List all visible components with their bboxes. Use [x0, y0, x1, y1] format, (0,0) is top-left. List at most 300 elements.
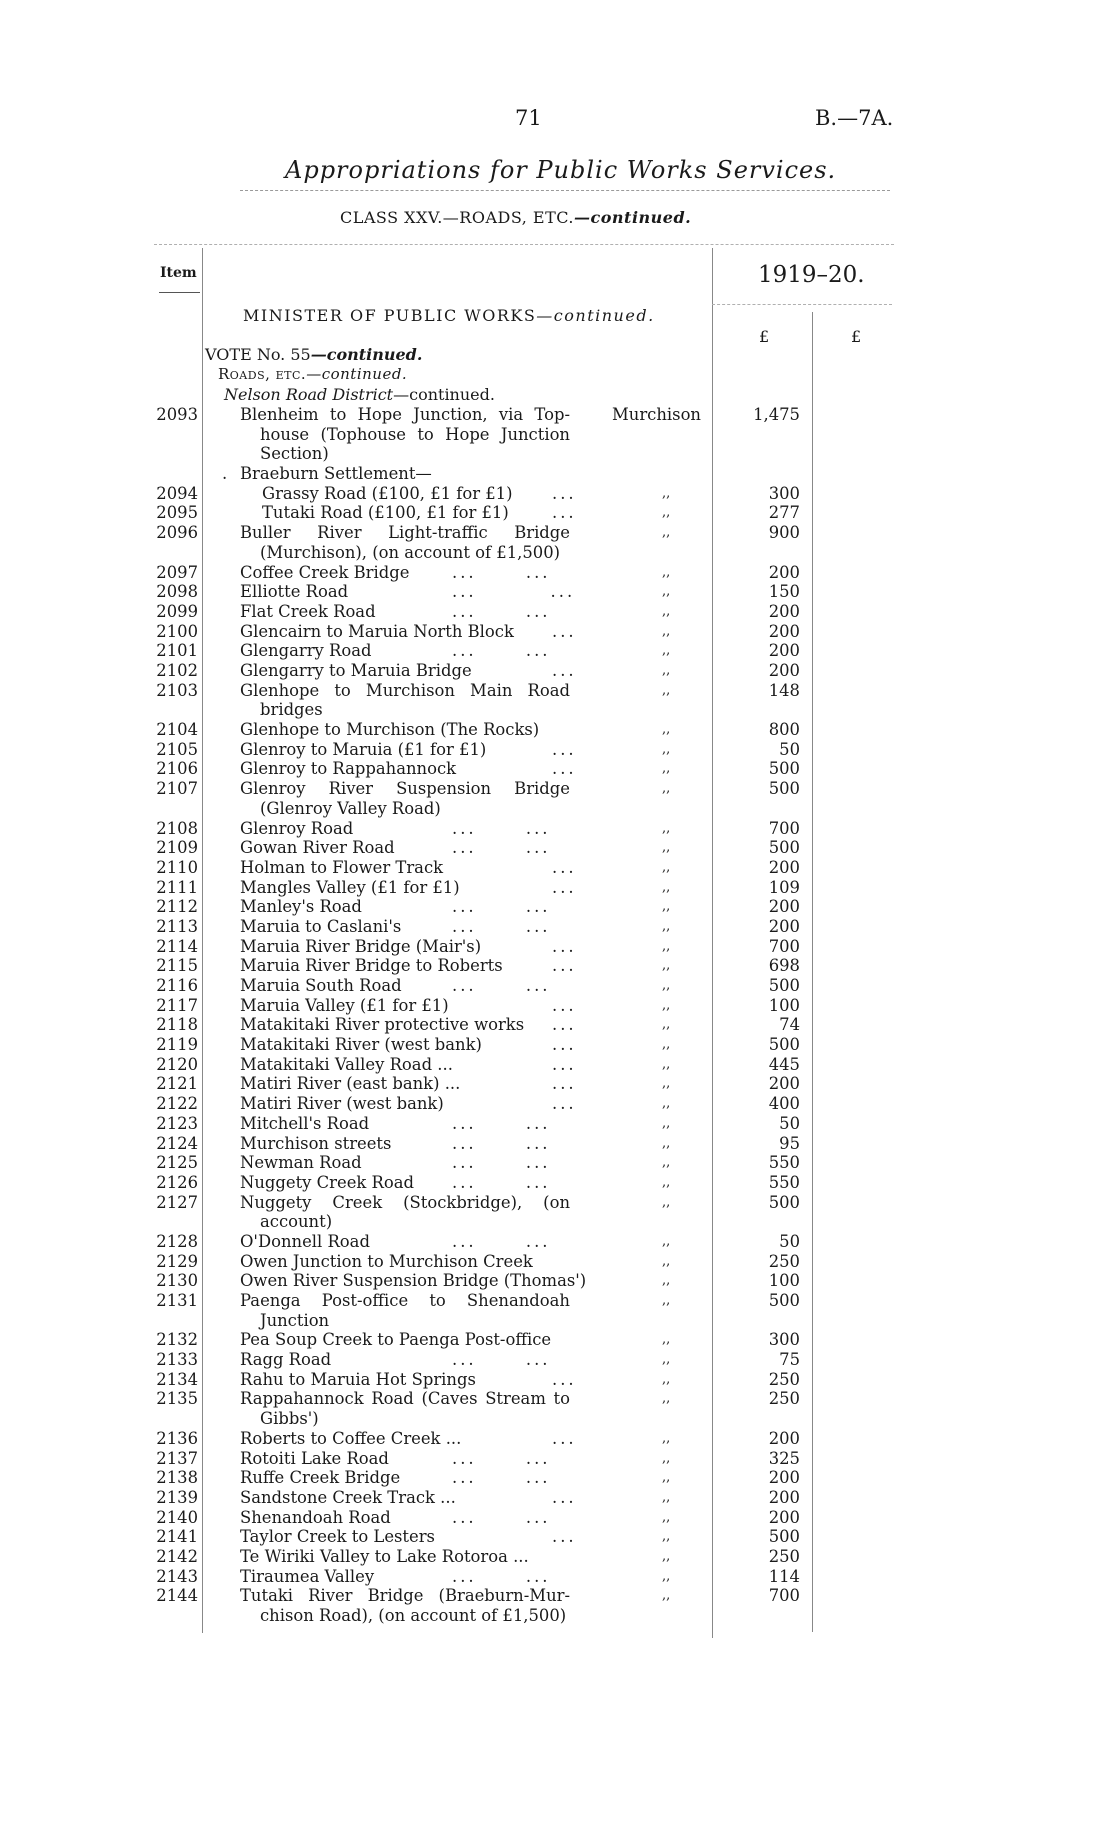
item-description: [240, 956, 570, 976]
leader-dots: ...: [552, 621, 577, 641]
district-name: ,,: [662, 1056, 671, 1072]
description-line: Glengarry to Maruia Bridge: [240, 660, 472, 680]
item-number: 2111: [156, 877, 198, 897]
item-number: 2140: [156, 1507, 198, 1527]
item-number: 2125: [156, 1153, 198, 1173]
amount-value: 200: [768, 1487, 800, 1507]
description-line: Gibbs'): [260, 1409, 319, 1429]
table-row: [0, 1547, 1114, 1567]
table-row: [0, 1449, 1114, 1469]
amount-value: 148: [768, 680, 800, 700]
vote-heading: [205, 345, 422, 364]
district-name: ,,: [662, 1430, 671, 1446]
table-row: [0, 405, 1114, 464]
item-number: 2118: [156, 1015, 198, 1035]
item-number: 2115: [156, 956, 198, 976]
description-line: Flat Creek Road: [240, 601, 376, 621]
leader-dots: ...: [552, 660, 577, 680]
item-number: 2097: [156, 562, 198, 582]
item-number: 2142: [156, 1547, 198, 1566]
district-name: ,,: [662, 1135, 671, 1151]
table-row: [0, 1114, 1114, 1134]
district-name: ,,: [662, 1115, 671, 1131]
item-header-underline: [159, 292, 200, 293]
item-number: 2127: [156, 1192, 198, 1212]
district-name: ,,: [662, 1371, 671, 1387]
item-description: [240, 740, 570, 760]
item-description: [240, 937, 570, 957]
leader-dots: ... ...: [452, 976, 551, 996]
item-number: 2123: [156, 1113, 198, 1133]
pound-unit-1: £: [759, 327, 770, 346]
leader-dots: ... ...: [452, 1448, 551, 1468]
leader-dots: ...: [552, 857, 577, 877]
table-row: [0, 1567, 1114, 1587]
row-prefix-mark: .: [222, 464, 231, 484]
description-line: Owen Junction to Murchison Creek: [240, 1251, 533, 1271]
district-name: ,,: [662, 1509, 671, 1525]
leader-dots: ... ...: [452, 582, 576, 602]
item-number: 2131: [156, 1291, 198, 1311]
item-description: [240, 996, 570, 1016]
item-number: 2116: [156, 976, 198, 996]
amount-value: 50: [779, 1231, 800, 1251]
district-heading-suffix: —continued.: [393, 385, 495, 404]
district-heading: [224, 385, 495, 404]
page-number: 71: [515, 106, 542, 130]
description-line: Rotoiti Lake Road: [240, 1448, 389, 1468]
item-description: [240, 1429, 570, 1449]
item-number: 2119: [156, 1035, 198, 1055]
description-line: Matakitaki River protective works: [240, 1015, 525, 1035]
amount-value: 200: [768, 1507, 800, 1527]
table-row: [0, 1074, 1114, 1094]
item-number: 2117: [156, 995, 198, 1015]
description-line: Maruia Valley (£1 for £1): [240, 995, 449, 1015]
table-row: [0, 1468, 1114, 1488]
item-number: 2128: [156, 1231, 198, 1251]
vote-heading-suffix: —continued.: [310, 345, 423, 364]
district-name: ,,: [662, 761, 671, 777]
leader-dots: ...: [552, 759, 577, 779]
leader-dots: ... ...: [452, 562, 551, 582]
district-name: ,,: [662, 682, 671, 698]
leader-dots: ...: [552, 483, 577, 503]
amount-value: 109: [768, 877, 800, 897]
table-row: [0, 641, 1114, 661]
item-number: 2132: [156, 1330, 198, 1350]
table-row: [0, 937, 1114, 957]
amount-value: 50: [779, 739, 800, 759]
amount-value: 400: [768, 1094, 800, 1114]
description-line: Glenroy to Maruia (£1 for £1): [240, 739, 487, 759]
table-row: [0, 956, 1114, 976]
table-row: [0, 976, 1114, 996]
leader-dots: ...: [552, 1074, 577, 1094]
amount-value: 250: [768, 1547, 800, 1566]
description-line: Coffee Creek Bridge: [240, 562, 410, 582]
amount-value: 200: [768, 1468, 800, 1488]
amount-value: 200: [768, 897, 800, 917]
description-line: Rappahannock Road (Caves Stream to: [240, 1389, 570, 1409]
description-line: Newman Road: [240, 1153, 362, 1173]
table-row: [0, 779, 1114, 818]
description-line: Tiraumea Valley: [240, 1566, 375, 1586]
item-description: [240, 1370, 570, 1390]
leader-dots: ...: [552, 1369, 577, 1389]
item-number: 2138: [156, 1468, 198, 1488]
amount-value: 200: [768, 916, 800, 936]
item-description: [240, 1035, 570, 1055]
table-row: [0, 1252, 1114, 1272]
table-row: [0, 503, 1114, 523]
district-heading-text: Nelson Road District: [224, 385, 394, 404]
table-row: [0, 1389, 1114, 1428]
leader-dots: ... ...: [452, 1507, 551, 1527]
item-number: 2143: [156, 1566, 198, 1586]
district-name: ,,: [662, 741, 671, 757]
table-row: [0, 464, 1114, 484]
district-name: ,,: [662, 1017, 671, 1033]
description-line: Junction: [260, 1310, 330, 1330]
leader-dots: ... ...: [452, 1350, 551, 1370]
amount-value: 75: [779, 1350, 800, 1370]
amount-value: 900: [768, 523, 800, 543]
table-row: [0, 1055, 1114, 1075]
table-row: [0, 1193, 1114, 1232]
item-description: [240, 1291, 570, 1330]
item-number: 2129: [156, 1251, 198, 1271]
item-number: 2098: [156, 582, 198, 602]
table-row: [0, 661, 1114, 681]
table-row: [0, 582, 1114, 602]
leader-dots: ...: [552, 1094, 577, 1114]
item-number: 2141: [156, 1527, 198, 1547]
minister-heading-suffix: —continued.: [536, 306, 655, 325]
description-line: Ruffe Creek Bridge: [240, 1468, 401, 1488]
item-description: [240, 681, 570, 720]
leader-dots: ... ...: [452, 1566, 551, 1586]
item-number: 2133: [156, 1350, 198, 1370]
description-line: Mitchell's Road: [240, 1113, 370, 1133]
table-row: [0, 720, 1114, 740]
item-description: [240, 1389, 570, 1428]
district-name: ,,: [662, 584, 671, 600]
amount-value: 1,475: [753, 405, 800, 424]
table-row: [0, 1015, 1114, 1035]
table-row: [0, 838, 1114, 858]
table-row: [0, 602, 1114, 622]
description-line: Shenandoah Road: [240, 1507, 391, 1527]
vote-heading-text: VOTE No. 55: [205, 345, 311, 364]
district-name: ,,: [662, 603, 671, 619]
item-number: 2110: [156, 857, 198, 877]
amount-value: 277: [768, 503, 800, 523]
appropriations-table: [0, 405, 1114, 1626]
description-line: Matiri River (east bank) ...: [240, 1074, 461, 1094]
leader-dots: ... ...: [452, 916, 551, 936]
district-name: ,,: [662, 958, 671, 974]
item-number: 2137: [156, 1448, 198, 1468]
district-name: ,,: [662, 1352, 671, 1368]
item-description: [240, 720, 570, 740]
district-name: ,,: [662, 1588, 671, 1604]
leader-dots: ... ...: [452, 1172, 551, 1192]
item-number: 2114: [156, 936, 198, 956]
amount-value: 700: [768, 936, 800, 956]
district-name: ,,: [662, 1293, 671, 1309]
description-line: Tutaki Road (£100, £1 for £1): [262, 503, 509, 523]
description-line: chison Road), (on account of £1,500): [260, 1606, 567, 1626]
description-line: Te Wiriki Valley to Lake Rotoroa ...: [240, 1547, 529, 1566]
amount-value: 550: [768, 1153, 800, 1173]
description-line: Glengarry Road: [240, 641, 372, 661]
amount-value: 250: [768, 1251, 800, 1271]
description-line: Mangles Valley (£1 for £1): [240, 877, 460, 897]
district-name: ,,: [662, 1549, 671, 1564]
item-number: 2094: [156, 483, 198, 503]
district-name: ,,: [662, 1391, 671, 1407]
district-name: ,,: [662, 505, 671, 521]
amount-value: 250: [768, 1389, 800, 1409]
amount-value: 200: [768, 857, 800, 877]
item-number: 2112: [156, 897, 198, 917]
description-line: Nuggety Creek Road: [240, 1172, 415, 1192]
table-row: [0, 1586, 1114, 1625]
description-line: Glenhope to Murchison (The Rocks): [240, 720, 540, 740]
amount-value: 74: [779, 1015, 800, 1035]
amount-value: 500: [768, 1291, 800, 1311]
table-row: [0, 1370, 1114, 1390]
roads-heading-text: Roads, etc.: [218, 365, 307, 383]
description-line: (Murchison), (on account of £1,500): [260, 542, 561, 562]
item-description: [240, 661, 570, 681]
item-number: 2109: [156, 838, 198, 858]
table-row: [0, 1271, 1114, 1291]
description-line: O'Donnell Road: [240, 1231, 370, 1251]
item-description: [240, 1547, 570, 1567]
item-description: [240, 1015, 570, 1035]
table-row: [0, 996, 1114, 1016]
leader-dots: ...: [552, 1035, 577, 1055]
leader-dots: ... ...: [452, 897, 551, 917]
leader-dots: ...: [552, 1487, 577, 1507]
district-name: ,,: [662, 564, 671, 580]
amount-value: 200: [768, 641, 800, 661]
item-description: [240, 1488, 570, 1508]
table-row: [0, 1508, 1114, 1528]
district-name: ,,: [662, 1233, 671, 1249]
item-description: [240, 878, 570, 898]
description-line: Matiri River (west bank): [240, 1094, 444, 1114]
item-description: [240, 1193, 570, 1232]
leader-dots: ...: [552, 1527, 577, 1547]
amount-value: 200: [768, 562, 800, 582]
amount-value: 500: [768, 759, 800, 779]
amount-value: 445: [768, 1054, 800, 1074]
class-heading-suffix: —continued.: [574, 208, 692, 227]
class-heading: [340, 208, 691, 227]
item-number: 2136: [156, 1428, 198, 1448]
item-number: 2103: [156, 680, 198, 700]
table-row: [0, 1291, 1114, 1330]
amount-value: 500: [768, 1035, 800, 1055]
leader-dots: ... ...: [452, 1133, 551, 1153]
district-name: ,,: [662, 1037, 671, 1053]
description-line: bridges: [260, 700, 323, 720]
district-name: ,,: [662, 1253, 671, 1269]
description-line: Maruia to Caslani's: [240, 916, 402, 936]
description-line: Manley's Road: [240, 897, 362, 917]
description-line: Sandstone Creek Track ...: [240, 1487, 456, 1507]
item-description: [240, 759, 570, 779]
description-line: Blenheim to Hope Junction, via Top-: [240, 405, 570, 424]
description-line: house (Tophouse to Hope Junction: [260, 424, 570, 444]
district-name: ,,: [662, 781, 671, 797]
district-name: ,,: [662, 485, 671, 501]
description-line: Rahu to Maruia Hot Springs: [240, 1369, 476, 1389]
table-row: [0, 1173, 1114, 1193]
item-description: [240, 405, 570, 464]
table-row: [0, 523, 1114, 562]
district-name: ,,: [662, 662, 671, 678]
district-name: ,,: [662, 1076, 671, 1092]
description-line: Pea Soup Creek to Paenga Post-office: [240, 1330, 552, 1350]
district-name: ,,: [662, 938, 671, 954]
item-description: [240, 1094, 570, 1114]
district-name: ,,: [662, 1489, 671, 1505]
item-description: [262, 503, 570, 523]
leader-dots: ...: [552, 503, 577, 523]
item-number: 2135: [156, 1389, 198, 1409]
table-row: [0, 858, 1114, 878]
amount-value: 200: [768, 601, 800, 621]
amount-value: 500: [768, 1192, 800, 1212]
table-row: [0, 1350, 1114, 1370]
district-name: Murchison: [612, 405, 701, 424]
description-line: Roberts to Coffee Creek ...: [240, 1428, 462, 1448]
table-row: [0, 740, 1114, 760]
amount-value: 698: [768, 956, 800, 976]
district-name: ,,: [662, 899, 671, 915]
title-rule: [240, 190, 890, 191]
amount-value: 550: [768, 1172, 800, 1192]
amount-value: 200: [768, 1074, 800, 1094]
district-name: ,,: [662, 1450, 671, 1466]
amount-value: 200: [768, 660, 800, 680]
description-line: Matakitaki River (west bank): [240, 1035, 482, 1055]
district-name: ,,: [662, 997, 671, 1013]
item-number: 2101: [156, 641, 198, 661]
item-number: 2113: [156, 916, 198, 936]
item-number: 2096: [156, 523, 198, 543]
amount-value: 200: [768, 1428, 800, 1448]
table-row: [0, 1035, 1114, 1055]
description-line: Tutaki River Bridge (Braeburn-Mur-: [240, 1586, 570, 1606]
leader-dots: ... ...: [452, 1113, 551, 1133]
description-line: Owen River Suspension Bridge (Thomas'): [240, 1271, 587, 1291]
district-name: ,,: [662, 1470, 671, 1486]
item-number: 2120: [156, 1054, 198, 1074]
minister-heading: [243, 306, 655, 325]
page-title: Appropriations for Public Works Services.: [285, 156, 837, 184]
district-name: ,,: [662, 1529, 671, 1545]
district-name: ,,: [662, 859, 671, 875]
item-number: 2126: [156, 1172, 198, 1192]
district-name: ,,: [662, 1155, 671, 1171]
amount-value: 150: [768, 582, 800, 602]
amount-value: 700: [768, 1586, 800, 1606]
year-header-rule: [712, 304, 892, 305]
leader-dots: ...: [552, 995, 577, 1015]
district-name: ,,: [662, 722, 671, 738]
leader-dots: ... ...: [452, 1153, 551, 1173]
table-row: [0, 1153, 1114, 1173]
table-row: [0, 917, 1114, 937]
leader-dots: ...: [552, 936, 577, 956]
district-name: ,,: [662, 918, 671, 934]
item-number: 2130: [156, 1271, 198, 1291]
table-row: [0, 1527, 1114, 1547]
document-reference: B.—7A.: [815, 106, 894, 130]
description-line: account): [260, 1212, 333, 1232]
table-row: [0, 622, 1114, 642]
item-number: 2099: [156, 601, 198, 621]
item-column-header: Item: [160, 265, 197, 281]
roads-heading-suffix: —continued.: [306, 365, 408, 383]
description-line: Braeburn Settlement—: [240, 464, 432, 484]
amount-value: 300: [768, 483, 800, 503]
amount-value: 95: [779, 1133, 800, 1153]
amount-value: 325: [768, 1448, 800, 1468]
amount-value: 50: [779, 1113, 800, 1133]
item-number: 2105: [156, 739, 198, 759]
item-description: [240, 1527, 570, 1547]
leader-dots: ...: [552, 956, 577, 976]
item-description: [240, 622, 570, 642]
district-name: ,,: [662, 1194, 671, 1210]
item-number: 2107: [156, 779, 198, 799]
roads-heading: [218, 365, 407, 383]
item-number: 2102: [156, 660, 198, 680]
leader-dots: ... ...: [452, 1231, 551, 1251]
amount-value: 100: [768, 1271, 800, 1291]
district-name: ,,: [662, 1174, 671, 1190]
table-row: [0, 681, 1114, 720]
table-row: [0, 563, 1114, 583]
leader-dots: ...: [552, 1015, 577, 1035]
item-number: 2104: [156, 720, 198, 740]
table-row: [0, 878, 1114, 898]
table-row: [0, 1094, 1114, 1114]
item-number: 2121: [156, 1074, 198, 1094]
table-row: [0, 759, 1114, 779]
table-row: [0, 1429, 1114, 1449]
district-name: ,,: [662, 1273, 671, 1289]
item-number: 2122: [156, 1094, 198, 1114]
class-heading-text: CLASS XXV.—ROADS, ETC.: [340, 208, 574, 227]
description-line: Paenga Post-office to Shenandoah: [240, 1291, 570, 1311]
item-description: [240, 523, 570, 562]
description-line: Ragg Road: [240, 1350, 332, 1370]
item-number: 2144: [156, 1586, 198, 1606]
amount-value: 250: [768, 1369, 800, 1389]
description-line: Glenroy to Rappahannock: [240, 759, 457, 779]
item-description: [262, 484, 570, 504]
item-number: 2100: [156, 621, 198, 641]
amount-value: 200: [768, 621, 800, 641]
description-line: Glenroy River Suspension Bridge: [240, 779, 570, 799]
